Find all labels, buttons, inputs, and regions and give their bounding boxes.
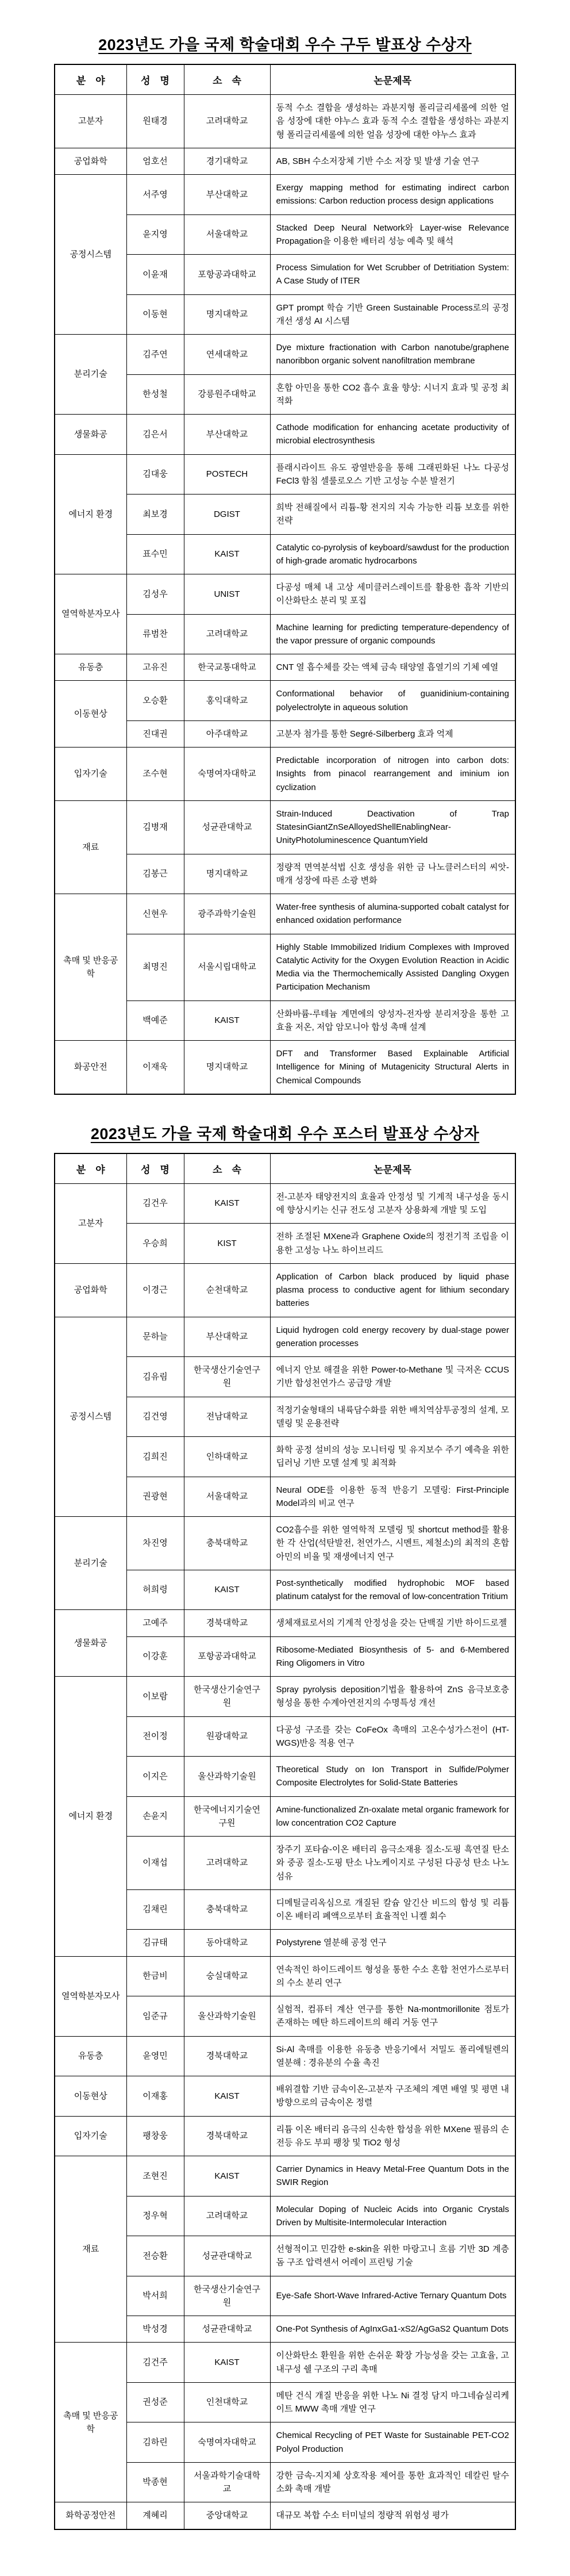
field-cell: 생물화공 [55, 1610, 126, 1677]
winner-affiliation: KAIST [184, 2076, 270, 2117]
paper-title: 적정기술형태의 내륙담수화를 위한 배치역삼투공정의 설계, 모델링 및 운용전략 [270, 1397, 515, 1437]
award-row [55, 654, 515, 681]
winner-affiliation: 충북대학교 [184, 1517, 270, 1570]
award-row [55, 747, 515, 801]
paper-title: Dye mixture fractionation with Carbon nanotube/graphene nanoribbon organic solvent nanofiltration membrane [270, 335, 515, 375]
paper-title: Eye-Safe Short-Wave Infrared-Active Ternary Quantum Dots [270, 2276, 515, 2316]
winner-affiliation: 경기대학교 [184, 148, 270, 174]
winner-name: 정우혁 [126, 2196, 184, 2236]
award-row [55, 1610, 515, 1636]
winner-name: 임준규 [126, 1996, 184, 2037]
paper-title: Exergy mapping method for estimating indirect carbon emissions: Carbon reduction process design applications [270, 175, 515, 215]
paper-title: Liquid hydrogen cold energy recovery by dual-stage power generation processes [270, 1317, 515, 1357]
winner-affiliation: KAIST [184, 1000, 270, 1041]
winner-affiliation: 홍익대학교 [184, 681, 270, 721]
field-cell: 생물화공 [55, 415, 126, 455]
column-header-affiliation: 소 속 [184, 1153, 270, 1184]
winner-affiliation: 포항공과대학교 [184, 255, 270, 295]
winner-affiliation: KAIST [184, 534, 270, 574]
paper-title: 화학 공정 설비의 성능 모니터링 및 유지보수 주기 예측을 위한 딥러닝 기반 모델 설계 및 최적화 [270, 1437, 515, 1477]
poster-awards-body [55, 1183, 515, 2529]
section-gap [0, 1095, 570, 1121]
oral-awards-body [55, 95, 515, 1094]
winner-affiliation: 울산과학기술원 [184, 1996, 270, 2037]
paper-title: GPT prompt 학습 기반 Green Sustainable Process로의 공정 개선 생성 AI 시스템 [270, 294, 515, 335]
paper-title: Highly Stable Immobilized Iridium Complexes with Improved Catalytic Activity for the Oxygen Evolution Reaction in Acidic Media via the Thermochemically Assisted Dangling Oxygen Participation Mechanism [270, 934, 515, 1000]
oral-awards-title: 2023년도 가을 국제 학술대회 우수 구두 발표상 수상자 [98, 36, 472, 53]
winner-affiliation: 동아대학교 [184, 1930, 270, 1956]
winner-name: 이경근 [126, 1263, 184, 1317]
winner-name: 전이정 [126, 1716, 184, 1757]
winner-name: 고유진 [126, 654, 184, 681]
winner-name: 차진영 [126, 1517, 184, 1570]
winner-name: 이재욱 [126, 1041, 184, 1094]
winner-affiliation: 한국에너지기술연구원 [184, 1796, 270, 1837]
winner-name: 김은서 [126, 415, 184, 455]
paper-title: Machine learning for predicting temperature-dependency of the vapor pressure of organic compounds [270, 614, 515, 654]
column-header-paper-title: 논문제목 [270, 1153, 515, 1184]
field-cell: 에너지 환경 [55, 454, 126, 574]
winner-name: 김건주 [126, 2343, 184, 2383]
winner-affiliation: 아주대학교 [184, 720, 270, 747]
winner-affiliation: POSTECH [184, 454, 270, 494]
winner-name: 박종현 [126, 2462, 184, 2502]
field-cell: 입자기술 [55, 2116, 126, 2156]
paper-title: Carrier Dynamics in Heavy Metal-Free Quantum Dots in the SWIR Region [270, 2156, 515, 2196]
award-row [55, 1677, 515, 1717]
winner-name: 박서희 [126, 2276, 184, 2316]
winner-affiliation: 경북대학교 [184, 2116, 270, 2156]
winner-name: 김성우 [126, 574, 184, 615]
winner-affiliation: 서울대학교 [184, 1477, 270, 1517]
winner-name: 한금비 [126, 1956, 184, 1996]
winner-name: 조수현 [126, 747, 184, 801]
column-header-name: 성 명 [126, 64, 184, 95]
paper-title: 플래시라이트 유도 광열반응을 통해 그래핀화된 나노 다공성 FeCl3 함침 셀룰로오스 기반 고성능 수분 발전기 [270, 454, 515, 494]
winner-name: 윤영민 [126, 2036, 184, 2076]
winner-affiliation: 성균관대학교 [184, 800, 270, 854]
winner-name: 박성경 [126, 2316, 184, 2343]
winner-name: 표수민 [126, 534, 184, 574]
paper-title: 희박 전해질에서 리튬-황 전지의 지속 가능한 리튬 보호를 위한 전략 [270, 494, 515, 535]
winner-name: 최보경 [126, 494, 184, 535]
field-cell: 분리기술 [55, 335, 126, 415]
paper-title: Chemical Recycling of PET Waste for Sustainable PET-CO2 Polyol Production [270, 2422, 515, 2463]
column-header-field: 분 야 [55, 64, 126, 95]
winner-affiliation: 경북대학교 [184, 2036, 270, 2076]
winner-name: 김건영 [126, 1397, 184, 1437]
paper-title: Molecular Doping of Nucleic Acids into Organic Crystals Driven by Multisite-Intermolecular Interaction [270, 2196, 515, 2236]
paper-title: CNT 열 흡수체를 갖는 액체 금속 태양열 흡열기의 기체 예열 [270, 654, 515, 681]
paper-title: Ribosome-Mediated Biosynthesis of 5- and 6-Membered Ring Oligomers in Vitro [270, 1636, 515, 1677]
winner-affiliation: 순천대학교 [184, 1263, 270, 1317]
winner-name: 이재홍 [126, 2076, 184, 2117]
winner-name: 고예주 [126, 1610, 184, 1636]
winner-affiliation: UNIST [184, 574, 270, 615]
field-cell: 유동층 [55, 654, 126, 681]
winner-name: 김병재 [126, 800, 184, 854]
winner-affiliation: 숙명여자대학교 [184, 747, 270, 801]
winner-name: 권성준 [126, 2382, 184, 2422]
winner-affiliation: 포항공과대학교 [184, 1636, 270, 1677]
oral-awards-table [54, 64, 516, 1095]
field-cell: 고분자 [55, 1183, 126, 1263]
winner-affiliation: 숭실대학교 [184, 1956, 270, 1996]
winner-name: 김봉근 [126, 854, 184, 894]
paper-title: 디메틸글리옥심으로 개질된 칼슘 알긴산 비드의 합성 및 리튬 이온 배터리 폐액으로부터 효율적인 니켈 회수 [270, 1889, 515, 1930]
winner-affiliation: KAIST [184, 1183, 270, 1224]
paper-title: Water-free synthesis of alumina-supported cobalt catalyst for enhanced oxidation performance [270, 894, 515, 934]
winner-affiliation: 울산과학기술원 [184, 1757, 270, 1797]
award-row [55, 95, 515, 148]
winner-affiliation: 부산대학교 [184, 1317, 270, 1357]
winner-affiliation: 부산대학교 [184, 175, 270, 215]
field-cell: 재료 [55, 800, 126, 894]
table-header-row [55, 1153, 515, 1184]
paper-title: Stacked Deep Neural Network와 Layer-wise Relevance Propagation을 이용한 배터리 성능 예측 및 해석 [270, 214, 515, 255]
column-header-paper-title: 논문제목 [270, 64, 515, 95]
winner-affiliation: 한국생산기술연구원 [184, 1677, 270, 1717]
paper-title: Polystyrene 열분해 공정 연구 [270, 1930, 515, 1956]
winner-name: 김희진 [126, 1437, 184, 1477]
winner-affiliation: 충북대학교 [184, 1889, 270, 1930]
paper-title: 실험적, 컴퓨터 계산 연구를 통한 Na-montmorillonite 점토가 존재하는 메탄 하드레이트의 해리 거동 연구 [270, 1996, 515, 2037]
winner-name: 김채린 [126, 1889, 184, 1930]
award-row [55, 1183, 515, 1224]
winner-name: 김하린 [126, 2422, 184, 2463]
paper-title: 전-고분자 태양전지의 효율과 안정성 및 기계적 내구성을 동시에 향상시키는 신규 전도성 고분자 상용화제 개발 및 도입 [270, 1183, 515, 1224]
winner-affiliation: KAIST [184, 2343, 270, 2383]
winner-name: 김대웅 [126, 454, 184, 494]
winner-name: 허희령 [126, 1570, 184, 1610]
award-row [55, 800, 515, 854]
winner-affiliation: 한국생산기술연구원 [184, 1357, 270, 1397]
winner-affiliation: 경북대학교 [184, 1610, 270, 1636]
winner-name: 권광현 [126, 1477, 184, 1517]
winner-affiliation: 고려대학교 [184, 1837, 270, 1890]
paper-title: Neural ODE를 이용한 동적 반응기 모델링: First-Principle Model과의 비교 연구 [270, 1477, 515, 1517]
winner-name: 이보람 [126, 1677, 184, 1717]
paper-title: 전하 조절된 MXene과 Graphene Oxide의 정전기적 조립을 이용한 고성능 나노 하이브리드 [270, 1224, 515, 1264]
winner-name: 김건우 [126, 1183, 184, 1224]
winner-name: 김규태 [126, 1930, 184, 1956]
paper-title: DFT and Transformer Based Explainable Artificial Intelligence for Mining of Mutagenicity Structural Alerts in Chemical Compounds [270, 1041, 515, 1094]
column-header-name: 성 명 [126, 1153, 184, 1184]
field-cell: 이동현상 [55, 681, 126, 747]
paper-title: AB, SBH 수소저장체 기반 수소 저장 및 발생 기술 연구 [270, 148, 515, 174]
paper-title: 생체재료로서의 기계적 안정성을 갖는 단백질 기반 하이드로젤 [270, 1610, 515, 1636]
winner-affiliation: 명지대학교 [184, 1041, 270, 1094]
award-row [55, 1517, 515, 1570]
winner-name: 오승환 [126, 681, 184, 721]
winner-affiliation: 중앙대학교 [184, 2502, 270, 2529]
winner-affiliation: 원광대학교 [184, 1716, 270, 1757]
winner-affiliation: 성균관대학교 [184, 2316, 270, 2343]
paper-title: One-Pot Synthesis of AgInxGa1-xS2/AgGaS2 Quantum Dots [270, 2316, 515, 2343]
award-row [55, 335, 515, 375]
paper-title: Amine-functionalized Zn-oxalate metal organic framework for low concentration CO2 Capture [270, 1796, 515, 1837]
field-cell: 입자기술 [55, 747, 126, 801]
field-cell: 재료 [55, 2156, 126, 2343]
winner-name: 이지은 [126, 1757, 184, 1797]
field-cell: 촉매 및 반응공학 [55, 894, 126, 1041]
paper-title: 다공성 구조를 갖는 CoFeOx 촉매의 고온수성가스전이 (HT-WGS)반응 적용 연구 [270, 1716, 515, 1757]
poster-awards-section [0, 1121, 570, 2530]
award-row [55, 454, 515, 494]
paper-title: 장주기 포타슘-이온 배터리 음극소재용 질소-도핑 흑연질 탄소와 중공 질소-도핑 탄소 나노케이지로 구성된 다공성 탄소 나노섬유 [270, 1837, 515, 1890]
paper-title: 배위결합 기반 금속이온-고분자 구조체의 계면 배열 및 평면 내 방향으로의 금속이온 정렬 [270, 2076, 515, 2117]
field-cell: 화공안전 [55, 1041, 126, 1094]
winner-name: 백예준 [126, 1000, 184, 1041]
field-cell: 분리기술 [55, 1517, 126, 1610]
winner-name: 계혜리 [126, 2502, 184, 2529]
winner-affiliation: 명지대학교 [184, 854, 270, 894]
winner-name: 손윤지 [126, 1796, 184, 1837]
winner-affiliation: KAIST [184, 2156, 270, 2196]
winner-affiliation: 고려대학교 [184, 95, 270, 148]
award-row [55, 1263, 515, 1317]
award-row [55, 2502, 515, 2529]
award-row [55, 175, 515, 215]
field-cell: 유동층 [55, 2036, 126, 2076]
winner-name: 원태경 [126, 95, 184, 148]
winner-affiliation: 서울과학기술대학교 [184, 2462, 270, 2502]
award-row [55, 1956, 515, 1996]
winner-name: 한성철 [126, 374, 184, 415]
award-row [55, 2116, 515, 2156]
field-cell: 공정시스템 [55, 175, 126, 335]
award-row [55, 1317, 515, 1357]
award-row [55, 2036, 515, 2076]
winner-affiliation: 명지대학교 [184, 294, 270, 335]
paper-title: 에너지 안보 해결을 위한 Power-to-Methane 및 극저온 CCUS 기반 합성천연가스 공급망 개발 [270, 1357, 515, 1397]
field-cell: 공업화학 [55, 148, 126, 174]
paper-title: 강한 금속-지지체 상호작용 제어를 통한 효과적인 데칼린 탈수소화 촉매 개발 [270, 2462, 515, 2502]
paper-title: Catalytic co-pyrolysis of keyboard/sawdust for the production of high-grade aromatic hydrocarbons [270, 534, 515, 574]
paper-title: 메탄 건식 개질 반응을 위한 나노 Ni 결정 담지 마그네슘실리케이트 MWW 촉매 개발 연구 [270, 2382, 515, 2422]
poster-awards-table [54, 1153, 516, 2530]
paper-title: Cathode modification for enhancing acetate productivity of microbial electrosynthesis [270, 415, 515, 455]
award-row [55, 2076, 515, 2117]
paper-title: 선형적이고 민감한 e-skin을 위한 마랑고니 흐름 기반 3D 계층돔 구조 압력센서 어레이 프린팅 기술 [270, 2236, 515, 2276]
paper-title: Conformational behavior of guanidinium-containing polyelectrolyte in aqueous solution [270, 681, 515, 721]
paper-title: Strain-Induced Deactivation of Trap StatesinGiantZnSeAlloyedShellEnablingNear-UnityPhotoluminescence QuantumYield [270, 800, 515, 854]
field-cell: 공업화학 [55, 1263, 126, 1317]
winner-affiliation: 인천대학교 [184, 2382, 270, 2422]
winner-name: 윤지영 [126, 214, 184, 255]
award-row [55, 681, 515, 721]
paper-title: CO2흡수를 위한 열역학적 모델링 및 shortcut method를 활용한 각 산업(석탄발전, 천연가스, 시멘트, 제철소)의 최적의 혼합 아민의 비율 및 재생에너지 연구 [270, 1517, 515, 1570]
winner-name: 전승환 [126, 2236, 184, 2276]
award-row [55, 2343, 515, 2383]
paper-title: Post-synthetically modified hydrophobic MOF based platinum catalyst for the removal of low-concentration Tritium [270, 1570, 515, 1610]
paper-title: 동적 수소 결합을 생성하는 과분지형 폴리글리세롤에 의한 얼음 성장에 대한 야누스 효과 동적 수소 결합을 생성하는 과분지형 폴리글리세롤에 의한 얼음 성장에 대한 야누스 효과 [270, 95, 515, 148]
paper-title: Si-Al 촉매를 이용한 유동층 반응기에서 저밀도 폴리에틸렌의 열분해 : 경유분의 수율 촉진 [270, 2036, 515, 2076]
winner-affiliation: 성균관대학교 [184, 2236, 270, 2276]
winner-name: 서주영 [126, 175, 184, 215]
paper-title: 연속적인 하이드레이트 형성을 통한 수소 혼합 천연가스로부터의 수소 분리 연구 [270, 1956, 515, 1996]
paper-title: Spray pyrolysis deposition기법을 활용하여 ZnS 음극보호층 형성을 통한 수계아연전지의 수명특성 개선 [270, 1677, 515, 1717]
winner-affiliation: DGIST [184, 494, 270, 535]
award-row [55, 1041, 515, 1094]
award-row [55, 415, 515, 455]
award-row [55, 894, 515, 934]
award-row [55, 148, 515, 174]
winner-name: 이동현 [126, 294, 184, 335]
field-cell: 화학공정안전 [55, 2502, 126, 2529]
winner-name: 팽창웅 [126, 2116, 184, 2156]
winner-name: 문하늘 [126, 1317, 184, 1357]
winner-name: 최명진 [126, 934, 184, 1000]
paper-title: 산화바륨-루테늄 계면에의 양성자-전자쌍 분리저장을 통한 고효율 저온, 저압 암모니아 합성 촉매 설계 [270, 1000, 515, 1041]
paper-title: Theoretical Study on Ion Transport in Sulfide/Polymer Composite Electrolytes for Solid-State Batteries [270, 1757, 515, 1797]
award-row [55, 2156, 515, 2196]
winner-affiliation: 고려대학교 [184, 614, 270, 654]
field-cell: 이동현상 [55, 2076, 126, 2117]
oral-awards-section [0, 32, 570, 1095]
poster-awards-title: 2023년도 가을 국제 학술대회 우수 포스터 발표상 수상자 [90, 1125, 480, 1143]
paper-title: Predictable incorporation of nitrogen into carbon dots: Insights from pinacol rearrangement and iminium ion cyclization [270, 747, 515, 801]
paper-title: 혼합 아민을 통한 CO2 흡수 효율 향상: 시너지 효과 및 공정 최적화 [270, 374, 515, 415]
paper-title: 다공성 매체 내 고상 세미클러스레이트를 활용한 흡착 기반의 이산화탄소 분리 및 포집 [270, 574, 515, 615]
paper-title: Process Simulation for Wet Scrubber of Detritiation System: A Case Study of ITER [270, 255, 515, 295]
award-row [55, 574, 515, 615]
field-cell: 고분자 [55, 95, 126, 148]
paper-title: 이산화탄소 환원을 위한 손쉬운 확장 가능성을 갖는 고효율, 고내구성 쉘 구조의 구리 촉매 [270, 2343, 515, 2383]
field-cell: 촉매 및 반응공학 [55, 2343, 126, 2502]
field-cell: 열역학분자모사 [55, 1956, 126, 2036]
paper-title: Application of Carbon black produced by liquid phase plasma process to conductive agent for lithium secondary batteries [270, 1263, 515, 1317]
winner-name: 진대권 [126, 720, 184, 747]
winner-affiliation: 한국생산기술연구원 [184, 2276, 270, 2316]
winner-affiliation: 전남대학교 [184, 1397, 270, 1437]
winner-affiliation: 인하대학교 [184, 1437, 270, 1477]
winner-affiliation: 강릉원주대학교 [184, 374, 270, 415]
winner-name: 우승희 [126, 1224, 184, 1264]
winner-name: 류범찬 [126, 614, 184, 654]
winner-affiliation: 고려대학교 [184, 2196, 270, 2236]
field-cell: 에너지 환경 [55, 1677, 126, 1957]
winner-name: 엄호선 [126, 148, 184, 174]
field-cell: 공정시스템 [55, 1317, 126, 1517]
column-header-field: 분 야 [55, 1153, 126, 1184]
winner-name: 이재섭 [126, 1837, 184, 1890]
paper-title: 고분자 첨가를 통한 Segré-Silberberg 효과 억제 [270, 720, 515, 747]
winner-name: 이강훈 [126, 1636, 184, 1677]
winner-name: 조현진 [126, 2156, 184, 2196]
winner-affiliation: KAIST [184, 1570, 270, 1610]
paper-title: 정량적 면역분석법 신호 생성을 위한 금 나노클러스터의 씨앗-매개 성장에 따른 소광 변화 [270, 854, 515, 894]
winner-affiliation: 부산대학교 [184, 415, 270, 455]
winner-affiliation: 광주과학기술원 [184, 894, 270, 934]
table-header-row [55, 64, 515, 95]
winner-affiliation: 숙명여자대학교 [184, 2422, 270, 2463]
winner-affiliation: 서울대학교 [184, 214, 270, 255]
winner-affiliation: 연세대학교 [184, 335, 270, 375]
winner-affiliation: 서울시립대학교 [184, 934, 270, 1000]
paper-title: 대규모 복합 수소 터미널의 정량적 위험성 평가 [270, 2502, 515, 2529]
winner-affiliation: 한국교통대학교 [184, 654, 270, 681]
paper-title: 리튬 이온 배터리 음극의 신속한 합성을 위한 MXene 필름의 손전등 유도 부피 팽창 및 TiO2 형성 [270, 2116, 515, 2156]
column-header-affiliation: 소 속 [184, 64, 270, 95]
field-cell: 열역학분자모사 [55, 574, 126, 654]
winner-affiliation: KIST [184, 1224, 270, 1264]
winner-name: 이윤재 [126, 255, 184, 295]
winner-name: 김주연 [126, 335, 184, 375]
winner-name: 김유림 [126, 1357, 184, 1397]
winner-name: 신현우 [126, 894, 184, 934]
